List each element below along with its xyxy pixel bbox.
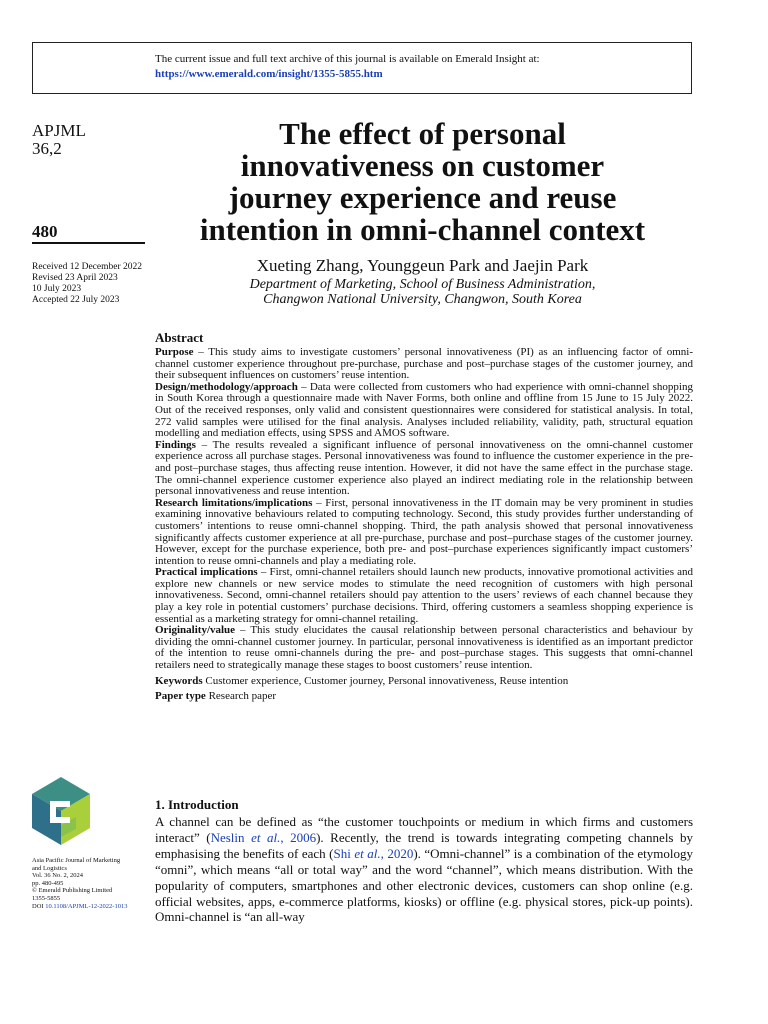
meta-line: 1355-5855 (32, 894, 61, 902)
abstract-design (155, 382, 693, 440)
title-line: journey experience and reuse (228, 180, 617, 215)
date-received: Received 12 December 2022 (32, 262, 142, 272)
citation-etal: et al. (354, 845, 381, 861)
title-line: innovativeness on customer (240, 148, 605, 183)
page-number: 480 (32, 222, 58, 241)
emerald-logo-icon (30, 775, 92, 847)
introduction-heading: 1. Introduction (155, 797, 239, 812)
affiliation-line: Department of Marketing, School of Business Administration, (249, 277, 596, 292)
paper-type-label: Paper type (155, 689, 206, 702)
citation-year: , 2020 (380, 845, 414, 861)
received-dates (32, 262, 142, 306)
paper-type-value: Research paper (208, 689, 277, 702)
keywords-line (155, 674, 693, 689)
citation-year: , 2006 (280, 829, 317, 845)
abstract-label: Design/methodology/approach (155, 380, 298, 393)
abstract-text: – Data were collected from customers who had experience with omni-channel shopping in South Korea through a questionnaire made with Naver Forms, both online and offline from 15 June to 15 July 2022. Out of the received responses, only valid and consistent questionnaires were considered for statistical analysis. In total, 272 valid samples were utilised for the final analysis. Analyses included reliability, validity, path, structural equation modelling and mediation effects, using SPSS and AMOS software. (155, 380, 693, 440)
abstract-label: Purpose (155, 346, 194, 358)
abstract-purpose (155, 347, 693, 382)
journal-abbrev-block (32, 122, 86, 158)
doi-link[interactable]: 10.1108/APJML-12-2022-1013 (45, 902, 128, 910)
abstract-text: – This study aims to investigate customers’ personal innovativeness (PI) as an influencing factor of omni-channel customer experience throughout pre-purchase, purchase and post–purchase stages of the customer journey, and their subsequent influences on customers’ reuse intention. (155, 346, 693, 382)
abstract-label: Research limitations/implications (155, 496, 313, 509)
keywords-value: Customer experience, Customer journey, Personal innovativeness, Reuse intention (205, 674, 569, 687)
abstract-limitations (155, 498, 693, 568)
abstract-label: Originality/value (155, 624, 236, 637)
doi-line (32, 903, 147, 911)
introduction-section (155, 797, 693, 925)
meta-line: © Emerald Publishing Limited (32, 887, 113, 895)
citation-link-neslin[interactable] (211, 830, 317, 845)
abstract-label: Findings (155, 438, 196, 451)
abstract-text: – The results revealed a significant influence of personal innovativeness on the omni-channel customer experience across all purchase stages. Personal innovativeness was found to influence the customer experience in the pre- and post–purchase stages, thus affecting reuse intention. However, it did not have the same effect in the purchase stage. The omni-channel experience customer experience also played an indirect mediating role in the relationship between personal innovativeness and reuse intention. (155, 438, 693, 498)
doi-prefix: DOI (32, 902, 46, 910)
intro-text: ). “Omni-channel” is a combination of the etymology “omni”, which means “all or total way” and the word “channel”, which means distribution. With the popularity of computers, smartphones and other electronic devices, customers can shop online (e.g. official websites, apps, e-commerce platforms, kiosks) or offline (e.g. physical stores, pick-up points). Omni-channel is “an all-way (155, 845, 694, 925)
date-revised-2: 10 July 2023 (32, 284, 82, 294)
abstract-heading: Abstract (155, 330, 204, 345)
access-notice-box (32, 42, 692, 94)
abstract-findings (155, 440, 693, 498)
journal-url-link[interactable]: https://www.emerald.com/insight/1355-5855.htm (155, 68, 383, 80)
abstract-text: – This study elucidates the causal relationship between personal characteristics and behaviour by dividing the omni-channel customer journey. In particular, personal innovativeness is identified as an important predictor of the intention to reuse omni-channels during the pre- and post–purchase stages. This suggests that omni-channel retailers need to strategically manage these stages to boost customers’ reuse intention. (155, 624, 693, 672)
citation-etal: et al. (251, 829, 281, 845)
journal-volume: 36,2 (32, 139, 62, 158)
journal-citation-meta (32, 857, 147, 910)
journal-abbrev: APJML (32, 121, 86, 140)
citation-link-shi[interactable] (333, 846, 413, 861)
access-notice-text: The current issue and full text archive of this journal is available on Emerald Insight at: (155, 53, 540, 65)
introduction-paragraph (155, 814, 693, 925)
intro-text: A channel can be defined as “the customer touchpoints or medium in which firms and customers interact” ( (155, 814, 693, 845)
title-line: The effect of personal (279, 116, 566, 151)
abstract-text: – First, omni-channel retailers should launch new products, innovative promotional activities and explore new channels or new service modes to stimulate the need recognition of customers with high personal innovativeness. Second, omni-channel retailers should pay attention to the users’ reviews of each channel because they play a key role in potential customers’ purchase decisions. Third, offering customers a seamless shopping experience is essential as a marketing strategy for omni-channel retailing. (155, 566, 693, 625)
abstract-label: Practical implications (155, 566, 258, 579)
abstract-originality (155, 625, 693, 671)
abstract-section (155, 330, 693, 704)
citation-author: Shi (333, 845, 355, 861)
keywords-label: Keywords (155, 674, 203, 687)
meta-line: and Logistics (32, 864, 67, 872)
abstract-practical (155, 567, 693, 625)
meta-line: Vol. 36 No. 2, 2024 (32, 872, 83, 880)
abstract-text: – First, personal innovativeness in the IT domain may be very prominent in studies examining innovative behaviours related to computing technology. Second, this study provides further understanding of customers’ intentions to reuse omni-channel shopping. Third, the path analysis showed that personal innovativeness significantly affects customer experience at all pre-purchase, purchase and post–purchase stages of the customer journey. However, except for the purchase experience, both pre- and post–purchase experiences significantly impact customers’ intention to reuse omni-channels and play a mediating role. (155, 496, 693, 567)
date-revised: Revised 23 April 2023 (32, 273, 118, 283)
author-affiliation (150, 277, 695, 307)
date-accepted: Accepted 22 July 2023 (32, 295, 120, 305)
title-line: intention in omni-channel context (199, 212, 646, 247)
article-title (150, 118, 695, 246)
page-number-rule (32, 242, 145, 244)
citation-author: Neslin (210, 829, 252, 845)
article-authors: Xueting Zhang, Younggeun Park and Jaejin Park (256, 256, 589, 275)
affiliation-line: Changwon National University, Changwon, South Korea (263, 292, 582, 307)
intro-text: ). Recently, the trend is towards integrating competing channels by emphasising the benefits of each ( (155, 829, 693, 861)
meta-line: pp. 480-495 (32, 879, 64, 887)
meta-line: Asia Pacific Journal of Marketing (32, 857, 121, 864)
paper-type-line (155, 689, 693, 704)
